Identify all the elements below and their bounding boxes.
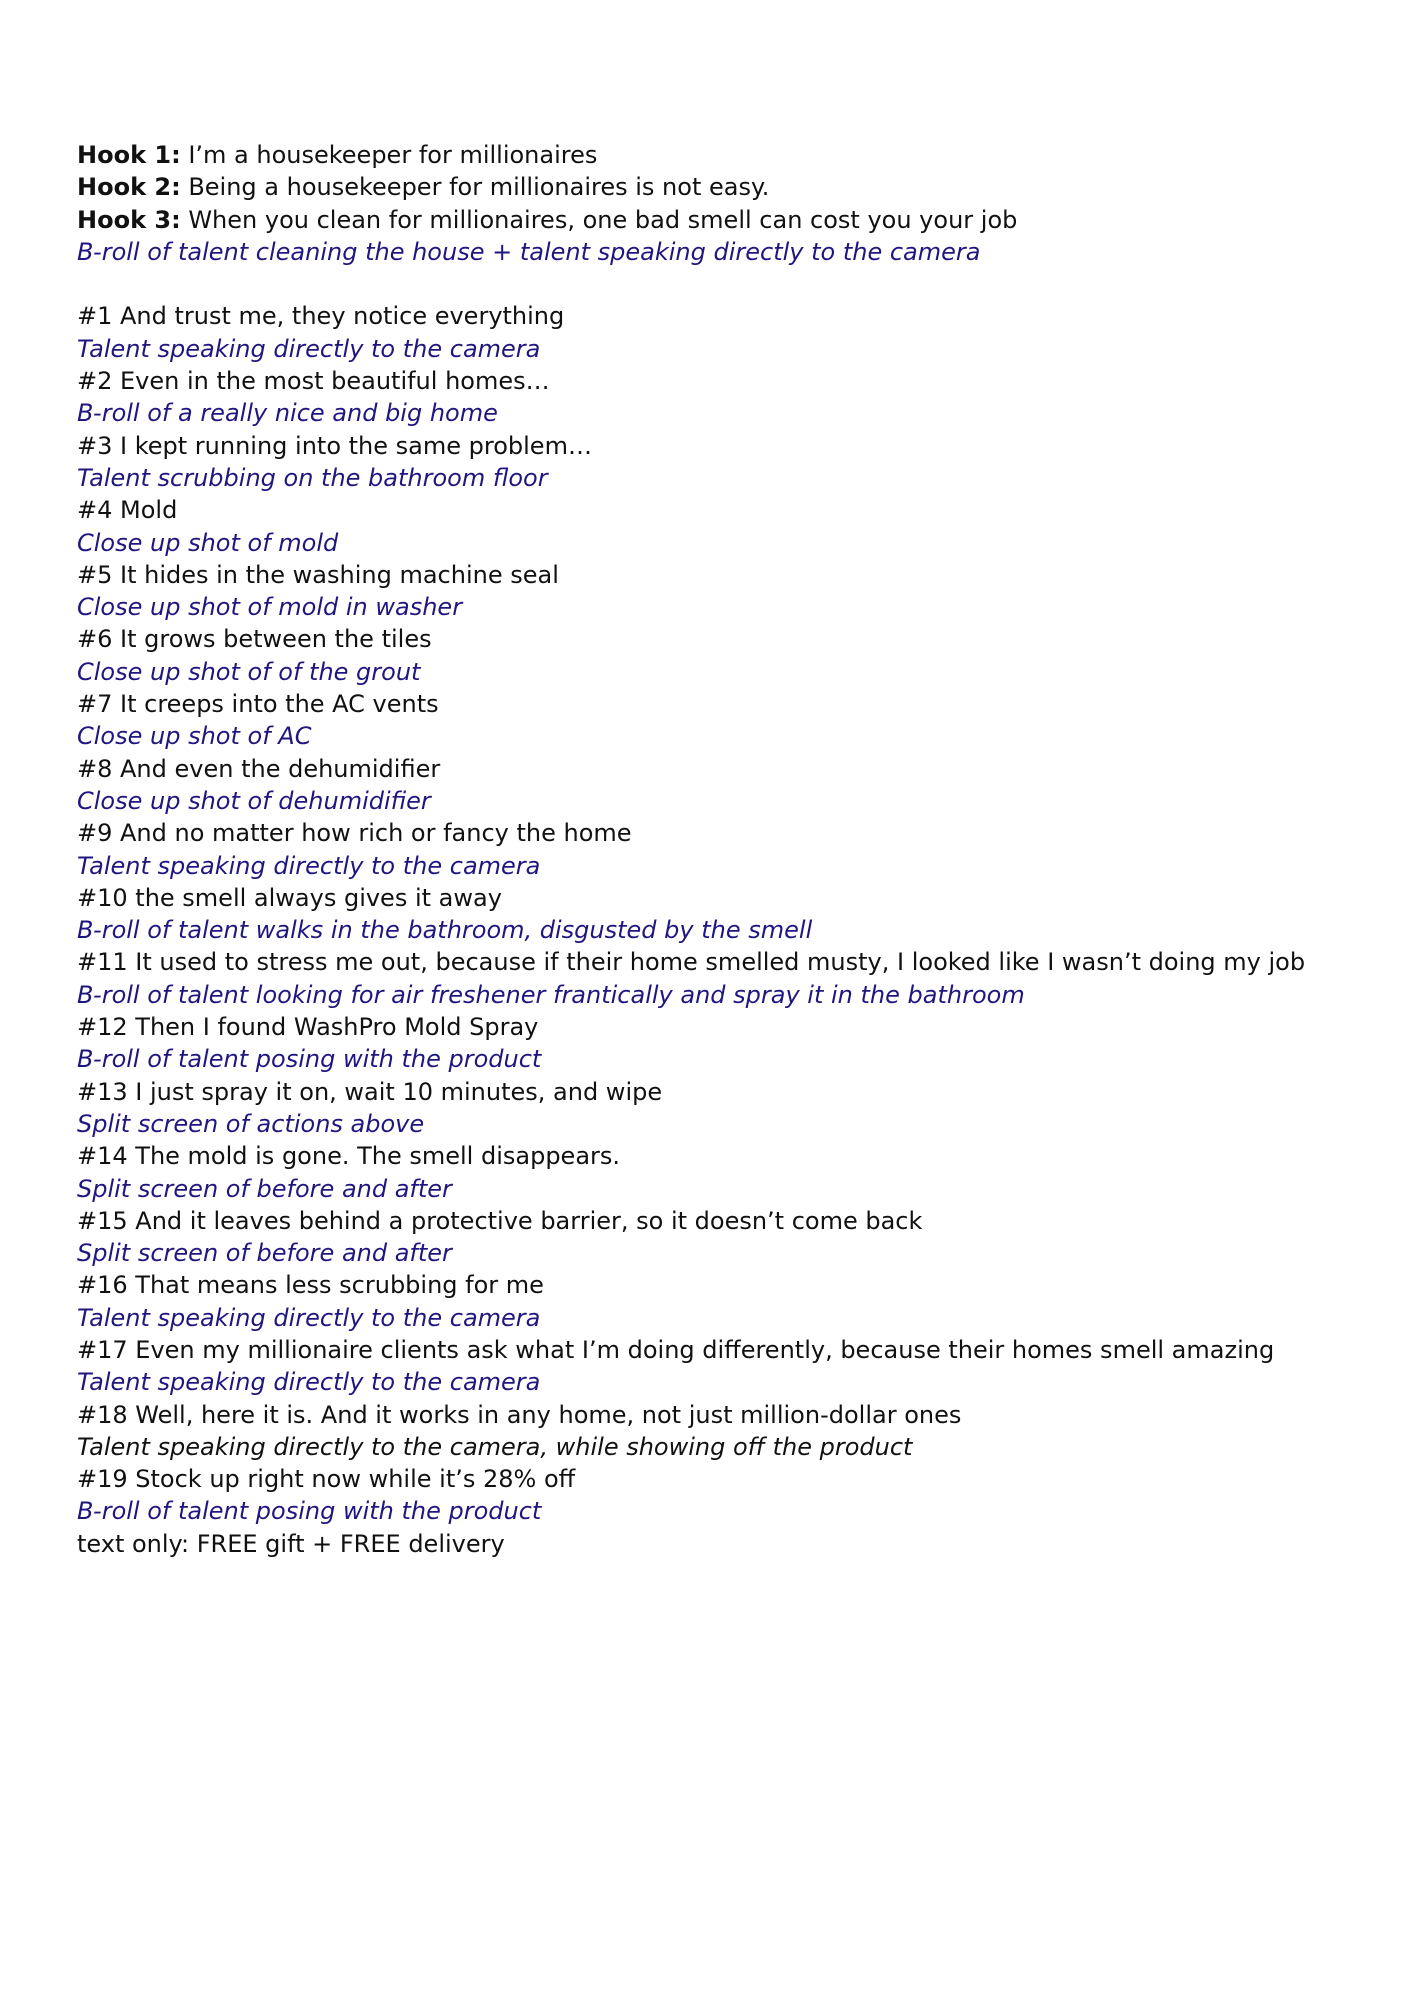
script-line: #12 Then I found WashPro Mold Spray xyxy=(77,1013,539,1042)
hook-text: Being a housekeeper for millionaires is not easy. xyxy=(180,173,770,202)
script-direction: Talent speaking directly to the camera, while showing off the product xyxy=(77,1432,913,1461)
script-line: #4 Mold xyxy=(77,496,178,525)
closing-text: text only: FREE gift + FREE delivery xyxy=(77,1529,505,1558)
script-line: #13 I just spray it on, wait 10 minutes, and wipe xyxy=(77,1077,663,1106)
script-line: #6 It grows between the tiles xyxy=(77,625,432,654)
script-line: #8 And even the dehumidifier xyxy=(77,754,441,783)
script-direction: Close up shot of AC xyxy=(77,722,312,751)
script-direction: Talent speaking directly to the camera xyxy=(77,1368,541,1397)
script-direction: Close up shot of dehumidifier xyxy=(77,786,431,815)
script-line: #3 I kept running into the same problem… xyxy=(77,431,592,460)
script-direction: Talent speaking directly to the camera xyxy=(77,851,541,880)
script-direction: Talent speaking directly to the camera xyxy=(77,334,541,363)
hook-1 xyxy=(77,139,1377,171)
script-document xyxy=(77,139,1377,1560)
hook-label: Hook 2: xyxy=(77,173,181,202)
script-direction: B-roll of talent walks in the bathroom, disgusted by the smell xyxy=(77,916,813,945)
hook-direction: B-roll of talent cleaning the house + talent speaking directly to the camera xyxy=(77,237,981,266)
script-direction: Close up shot of mold xyxy=(77,528,339,557)
script-direction: Split screen of actions above xyxy=(77,1109,425,1138)
hook-text: When you clean for millionaires, one bad smell can cost you your job xyxy=(180,205,1018,234)
script-direction: B-roll of talent looking for air freshener frantically and spray it in the bathroom xyxy=(77,980,1025,1009)
script-direction: Close up shot of mold in washer xyxy=(77,593,463,622)
hook-3 xyxy=(77,204,1377,236)
script-direction: B-roll of talent posing with the product xyxy=(77,1497,542,1526)
hook-label: Hook 1: xyxy=(77,141,181,169)
script-line: #2 Even in the most beautiful homes… xyxy=(77,367,550,396)
script-line: #16 That means less scrubbing for me xyxy=(77,1271,544,1300)
script-direction: Split screen of before and after xyxy=(77,1239,452,1268)
script-line: #9 And no matter how rich or fancy the home xyxy=(77,819,632,848)
script-direction: Talent scrubbing on the bathroom floor xyxy=(77,463,548,492)
script-line: #7 It creeps into the AC vents xyxy=(77,690,439,719)
script-line: #14 The mold is gone. The smell disappears. xyxy=(77,1142,621,1171)
hook-2 xyxy=(77,171,1377,203)
script-direction: Split screen of before and after xyxy=(77,1174,452,1203)
script-line: #11 It used to stress me out, because if their home smelled musty, I looked like I wasn’t doing my job xyxy=(77,948,1306,977)
spacer xyxy=(77,268,1377,300)
script-line: #19 Stock up right now while it’s 28% off xyxy=(77,1465,576,1494)
script-line: #5 It hides in the washing machine seal xyxy=(77,560,559,589)
script-line: #18 Well, here it is. And it works in any home, not just million-dollar ones xyxy=(77,1400,962,1429)
script-line: #1 And trust me, they notice everything xyxy=(77,302,565,331)
script-line: #15 And it leaves behind a protective barrier, so it doesn’t come back xyxy=(77,1206,923,1235)
hook-text: I’m a housekeeper for millionaires xyxy=(180,141,598,169)
script-direction: B-roll of a really nice and big home xyxy=(77,399,498,428)
script-line: #10 the smell always gives it away xyxy=(77,883,502,912)
hook-label: Hook 3: xyxy=(77,205,181,234)
script-direction: Close up shot of of the grout xyxy=(77,657,421,686)
script-line: #17 Even my millionaire clients ask what I’m doing differently, because their homes smell amazing xyxy=(77,1335,1275,1364)
script-direction: Talent speaking directly to the camera xyxy=(77,1303,541,1332)
script-direction: B-roll of talent posing with the product xyxy=(77,1045,542,1074)
